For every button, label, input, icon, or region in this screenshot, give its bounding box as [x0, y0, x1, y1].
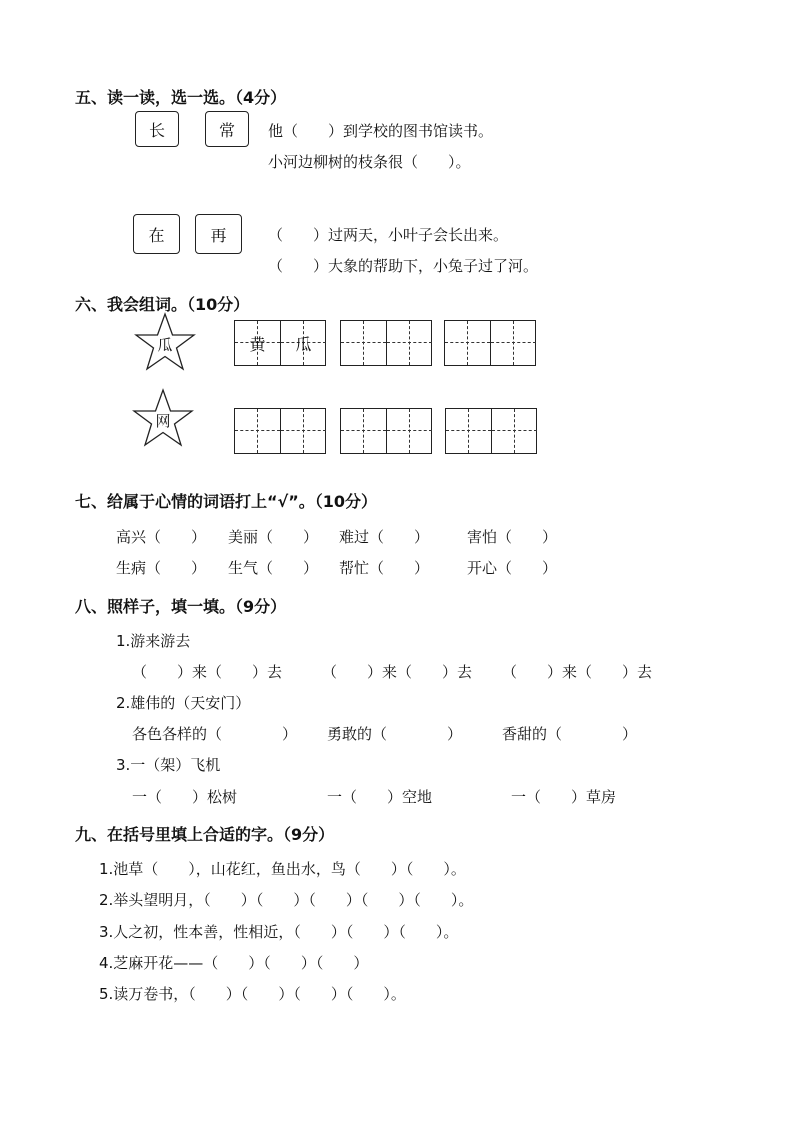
fill-item[interactable]: 一（ ）松树 — [132, 788, 238, 806]
grid-char: 瓜 — [295, 334, 312, 354]
poem-line[interactable]: 4.芝麻开花——（ ）（ ）（ ） — [99, 954, 369, 972]
section-5-title: 五、读一读，选一选。（4分） — [75, 88, 287, 107]
section-6-title: 六、我会组词。（10分） — [75, 295, 250, 314]
example-label: 2.雄伟的（天安门） — [116, 694, 251, 712]
poem-line[interactable]: 5.读万卷书，（ ）（ ）（ ）（ ）。 — [99, 985, 406, 1003]
choice-char: 常 — [205, 111, 249, 147]
star-icon — [134, 312, 196, 372]
fill-item[interactable]: （ ）来（ ）去 — [132, 663, 283, 681]
writing-grid[interactable] — [234, 408, 326, 454]
word-item[interactable]: 帮忙（ ） — [339, 559, 430, 577]
star-icon — [132, 388, 194, 448]
writing-grid[interactable] — [445, 408, 537, 454]
choice-char: 长 — [135, 111, 179, 147]
section-9-title: 九、在括号里填上合适的字。（9分） — [75, 825, 335, 844]
fill-item[interactable]: 勇敢的（ ） — [327, 725, 463, 743]
word-item[interactable]: 难过（ ） — [339, 528, 430, 546]
word-item[interactable]: 害怕（ ） — [467, 528, 558, 546]
example-label: 3.一（架）飞机 — [116, 756, 221, 774]
star-char: 网 — [155, 412, 171, 430]
writing-grid[interactable] — [444, 320, 536, 366]
fill-item[interactable]: 各色各样的（ ） — [132, 725, 298, 743]
writing-grid[interactable] — [234, 320, 326, 366]
example-label: 1.游来游去 — [116, 632, 191, 650]
section-8-title: 八、照样子，填一填。（9分） — [75, 597, 287, 616]
sentence: （ ）大象的帮助下，小兔子过了河。 — [268, 257, 539, 275]
choice-char: 在 — [133, 214, 180, 254]
fill-item[interactable]: 一（ ）空地 — [327, 788, 433, 806]
word-item[interactable]: 生病（ ） — [116, 559, 207, 577]
sentence: 小河边柳树的枝条很（ ）。 — [268, 153, 471, 171]
word-item[interactable]: 生气（ ） — [228, 559, 319, 577]
word-item[interactable]: 高兴（ ） — [116, 528, 207, 546]
poem-line[interactable]: 1.池草（ ），山花红，鱼出水，鸟（ ）（ ）。 — [99, 860, 466, 878]
sentence: （ ）过两天，小叶子会长出来。 — [268, 226, 509, 244]
poem-line[interactable]: 3.人之初，性本善，性相近，（ ）（ ）（ ）。 — [99, 923, 459, 941]
section-7-title: 七、给属于心情的词语打上“√”。（10分） — [75, 492, 377, 511]
fill-item[interactable]: 一（ ）草房 — [511, 788, 617, 806]
fill-item[interactable]: 香甜的（ ） — [502, 725, 638, 743]
word-item[interactable]: 美丽（ ） — [228, 528, 319, 546]
poem-line[interactable]: 2.举头望明月，（ ）（ ）（ ）（ ）（ ）。 — [99, 891, 474, 909]
choice-char: 再 — [195, 214, 242, 254]
writing-grid[interactable] — [340, 408, 432, 454]
word-item[interactable]: 开心（ ） — [467, 559, 558, 577]
fill-item[interactable]: （ ）来（ ）去 — [322, 663, 473, 681]
writing-grid[interactable] — [340, 320, 432, 366]
sentence: 他（ ）到学校的图书馆读书。 — [268, 122, 494, 140]
grid-char: 黄 — [249, 334, 266, 354]
star-char: 瓜 — [157, 336, 173, 354]
fill-item[interactable]: （ ）来（ ）去 — [502, 663, 653, 681]
